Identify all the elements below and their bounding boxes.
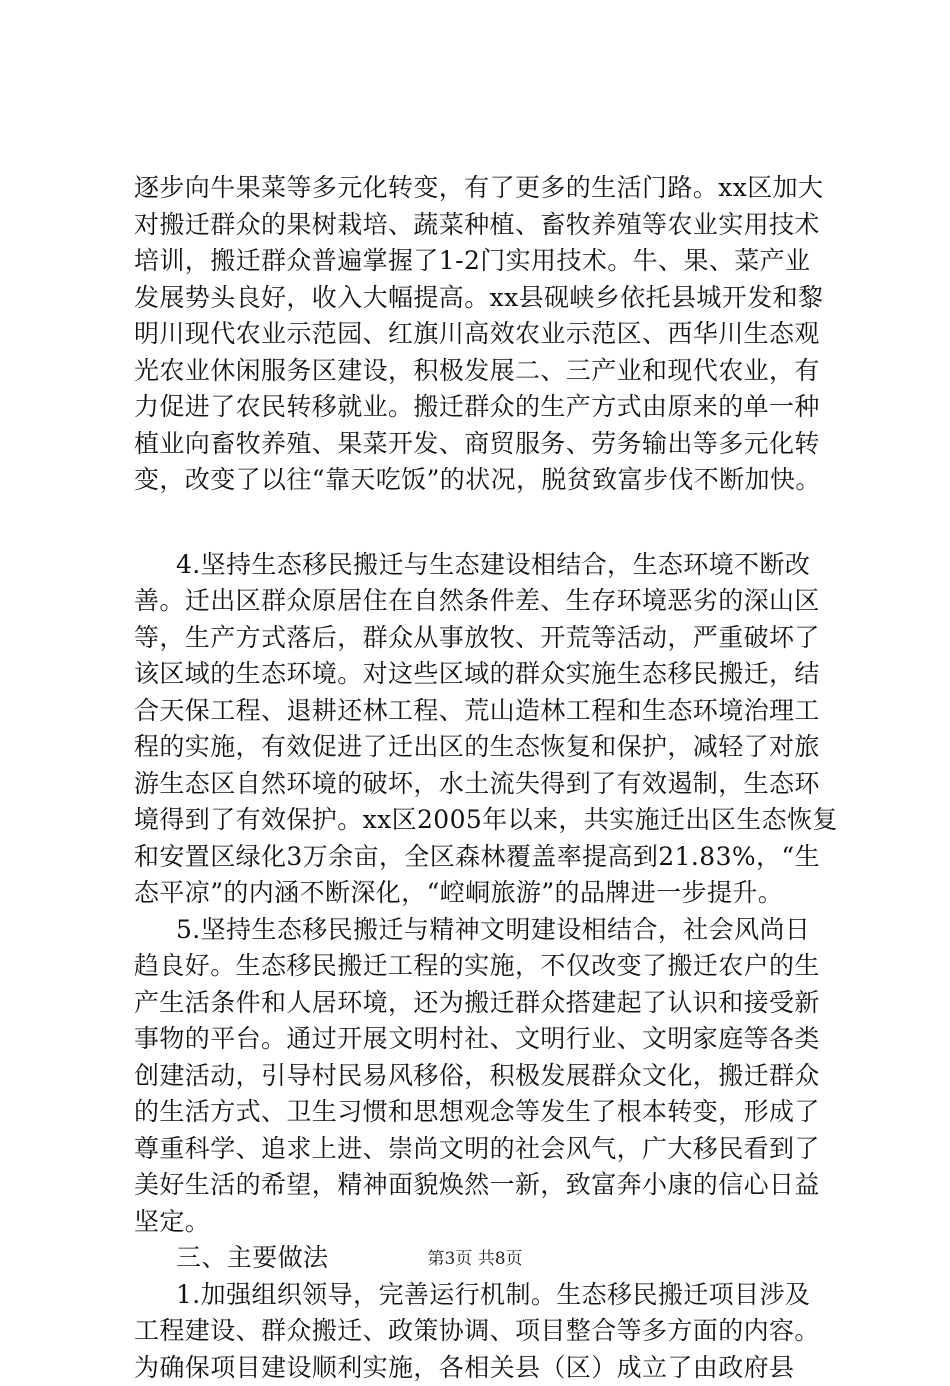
text-line: 善。迁出区群众原居住在自然条件差、生存环境恶劣的深山区	[134, 583, 834, 620]
text-line: 明川现代农业示范园、红旗川高效农业示范区、西华川生态观	[134, 316, 834, 353]
text-line: 对搬迁群众的果树栽培、蔬菜种植、畜牧养殖等农业实用技术	[134, 207, 834, 244]
text-line: 4.坚持生态移民搬迁与生态建设相结合，生态环境不断改	[134, 547, 834, 584]
text-line: 境得到了有效保护。xx区2005年以来，共实施迁出区生态恢复	[134, 802, 834, 839]
text-line: 该区域的生态环境。对这些区域的群众实施生态移民搬迁，结	[134, 656, 834, 693]
document-body	[134, 170, 834, 1386]
text-line: 发展势头良好，收入大幅提高。xx县砚峡乡依托县城开发和黎	[134, 280, 834, 317]
text-line: 和安置区绿化3万余亩，全区森林覆盖率提高到21.83%，“生	[134, 839, 834, 876]
text-line: 为确保项目建设顺利实施，各相关县（区）成立了由政府县	[134, 1350, 834, 1386]
page-number: 第3页 共8页	[427, 1249, 522, 1269]
text-line: 程的实施，有效促进了迁出区的生态恢复和保护，减轻了对旅	[134, 729, 834, 766]
text-line: 游生态区自然环境的破坏，水土流失得到了有效遏制，生态环	[134, 766, 834, 803]
paragraph-2	[134, 547, 834, 912]
text-line: 尊重科学、追求上进、崇尚文明的社会风气，广大移民看到了	[134, 1131, 834, 1168]
text-line: 趋良好。生态移民搬迁工程的实施，不仅改变了搬迁农户的生	[134, 948, 834, 985]
section-heading: 三、主要做法	[134, 1240, 834, 1277]
paragraph-1	[134, 170, 834, 499]
text-line: 工程建设、群众搬迁、政策协调、项目整合等多方面的内容。	[134, 1313, 834, 1350]
text-line: 光农业休闲服务区建设，积极发展二、三产业和现代农业，有	[134, 353, 834, 390]
text-line: 培训，搬迁群众普遍掌握了1-2门实用技术。牛、果、菜产业	[134, 243, 834, 280]
text-line: 1.加强组织领导，完善运行机制。生态移民搬迁项目涉及	[134, 1277, 834, 1314]
text-line: 逐步向牛果菜等多元化转变，有了更多的生活门路。xx区加大	[134, 170, 834, 207]
text-line: 的生活方式、卫生习惯和思想观念等发生了根本转变，形成了	[134, 1094, 834, 1131]
text-line: 植业向畜牧养殖、果菜开发、商贸服务、劳务输出等多元化转	[134, 426, 834, 463]
paragraph-3	[134, 912, 834, 1241]
page-footer	[0, 1244, 950, 1269]
text-line: 态平凉”的内涵不断深化，“崆峒旅游”的品牌进一步提升。	[134, 875, 834, 912]
text-line: 变，改变了以往“靠天吃饭”的状况，脱贫致富步伐不断加快。	[134, 462, 834, 499]
paragraph-spacer	[134, 499, 834, 547]
text-line: 5.坚持生态移民搬迁与精神文明建设相结合，社会风尚日	[134, 912, 834, 949]
text-line: 坚定。	[134, 1204, 834, 1241]
text-line: 力促进了农民转移就业。搬迁群众的生产方式由原来的单一种	[134, 389, 834, 426]
text-line: 创建活动，引导村民易风移俗，积极发展群众文化，搬迁群众	[134, 1058, 834, 1095]
text-line: 事物的平台。通过开展文明村社、文明行业、文明家庭等各类	[134, 1021, 834, 1058]
text-line: 合天保工程、退耕还林工程、荒山造林工程和生态环境治理工	[134, 693, 834, 730]
text-line: 等，生产方式落后，群众从事放牧、开荒等活动，严重破坏了	[134, 620, 834, 657]
text-line: 美好生活的希望，精神面貌焕然一新，致富奔小康的信心日益	[134, 1167, 834, 1204]
text-line: 产生活条件和人居环境，还为搬迁群众搭建起了认识和接受新	[134, 985, 834, 1022]
paragraph-4	[134, 1277, 834, 1386]
